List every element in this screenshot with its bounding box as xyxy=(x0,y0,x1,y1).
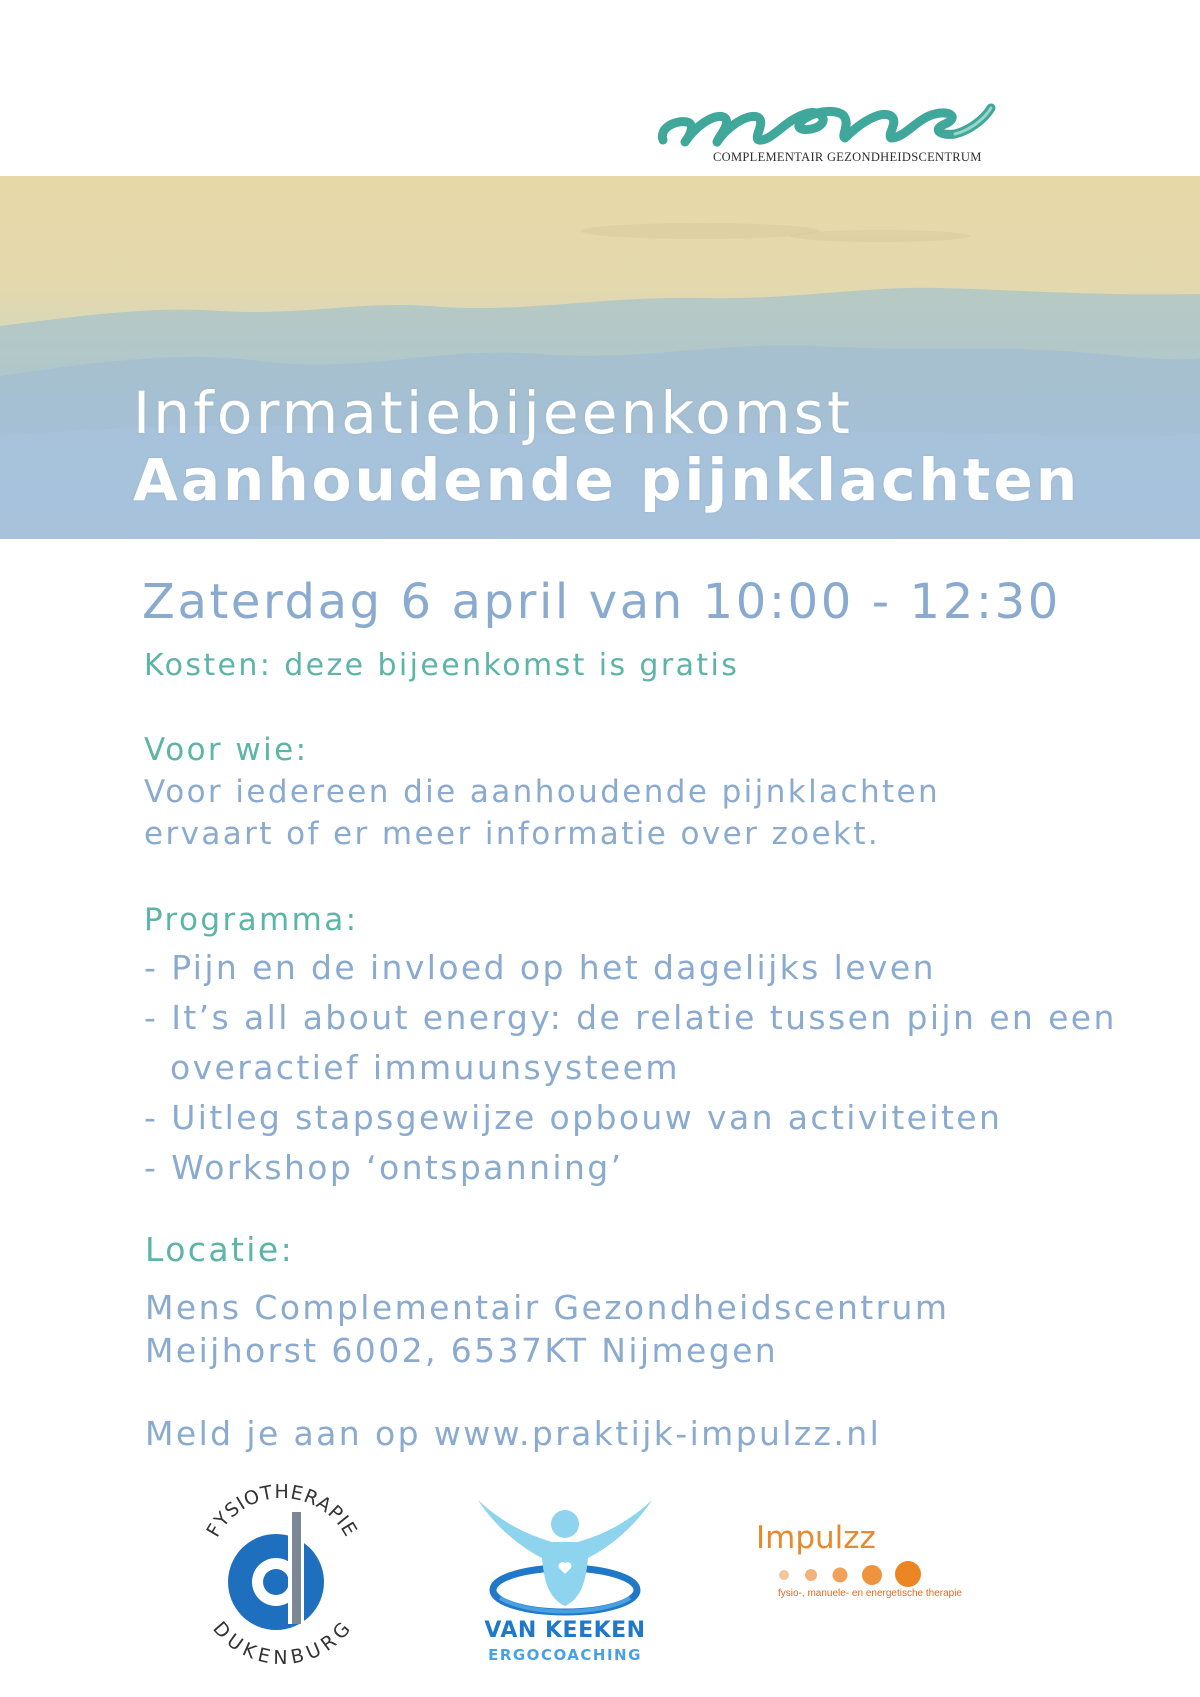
mens-logo-icon xyxy=(655,78,1035,158)
for-who-text: Voor iedereen die aanhoudende pijnklachten xyxy=(144,774,941,810)
svg-text:FYSIOTHERAPIE xyxy=(202,1481,361,1541)
impulzz-logo xyxy=(756,1520,986,1605)
for-who-heading: Voor wie: xyxy=(144,732,309,768)
program-item: - It’s all about energy: de relatie tussen pijn en een xyxy=(144,998,1117,1037)
van-keeken-logo xyxy=(470,1490,660,1675)
cost-line: Kosten: deze bijeenkomst is gratis xyxy=(144,648,740,683)
program-heading: Programma: xyxy=(144,902,359,938)
fysio-arc-top: FYSIOTHERAPIE xyxy=(202,1480,362,1541)
program-item-continuation: overactief immuunsysteem xyxy=(170,1048,680,1087)
mens-logo-tagline: COMPLEMENTAIR GEZONDHEIDSCENTRUM xyxy=(713,150,982,164)
banner-title-line2: Aanhoudende pijnklachten xyxy=(133,446,1081,514)
location-name: Mens Complementair Gezondheidscentrum xyxy=(145,1288,950,1327)
event-date-time: Zaterdag 6 april van 10:00 - 12:30 xyxy=(142,574,1061,630)
hero-banner xyxy=(0,176,1200,539)
program-item: - Workshop ‘ontspanning’ xyxy=(144,1148,624,1187)
van-keeken-figure-icon xyxy=(470,1490,660,1620)
fysio-arc-bottom: DUKENBURG xyxy=(208,1617,356,1670)
banner-title-line1: Informatiebijeenkomst xyxy=(133,379,854,447)
impulzz-subtitle: fysio-, manuele- en energetische therapie xyxy=(778,1588,962,1599)
location-address: Meijhorst 6002, 6537KT Nijmegen xyxy=(145,1331,779,1370)
program-item: - Uitleg stapsgewijze opbouw van activiteiten xyxy=(144,1098,1003,1137)
signup-line: Meld je aan op www.praktijk-impulzz.nl xyxy=(145,1414,882,1453)
fysio-dukenburg-logo xyxy=(192,1470,372,1670)
for-who-text: ervaart of er meer informatie over zoekt. xyxy=(144,816,881,852)
fysio-dukenburg-logo-icon xyxy=(192,1470,372,1670)
location-heading: Locatie: xyxy=(145,1230,295,1269)
impulzz-name: Impulzz xyxy=(756,1520,876,1556)
van-keeken-subtitle: ERGOCOACHING xyxy=(488,1646,642,1664)
program-item: - Pijn en de invloed op het dagelijks leven xyxy=(144,948,936,987)
van-keeken-name: VAN KEEKEN xyxy=(484,1618,646,1643)
mens-logo xyxy=(655,78,1035,173)
